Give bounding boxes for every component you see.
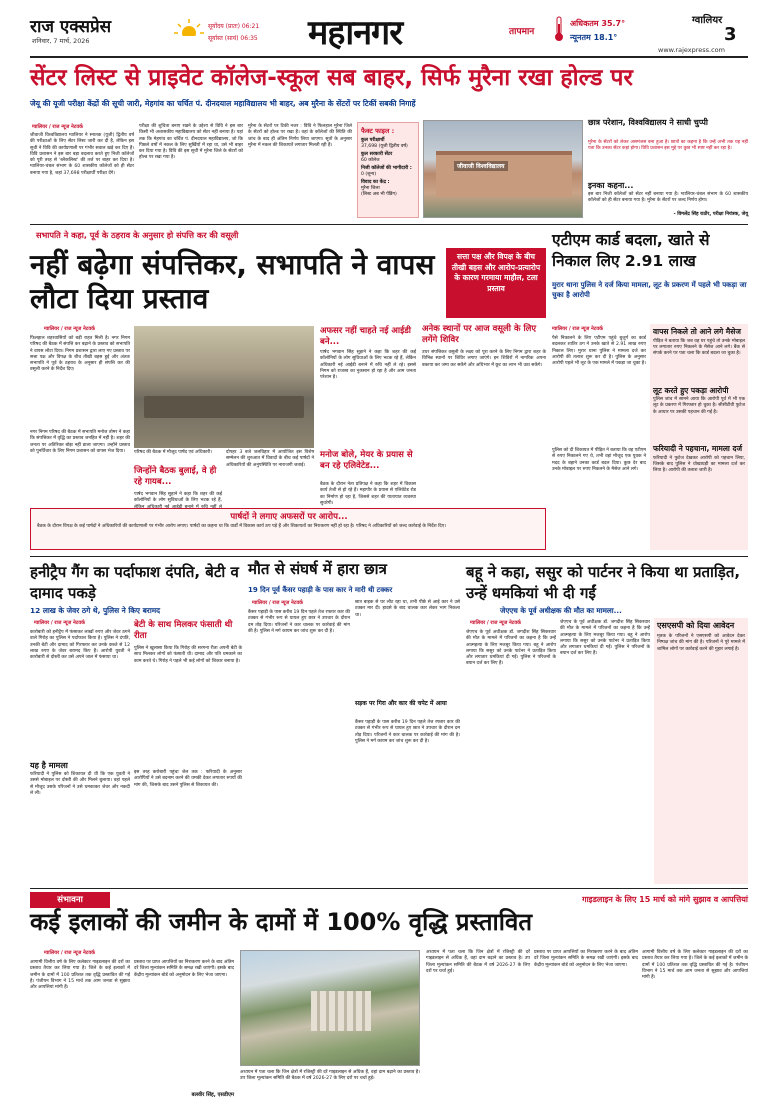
land-body-2: प्रस्ताव पर प्राप्त आपत्तियों का निराकरण करने के बाद अंतिम दरें जिला मूल्यांकन समिति के समक्ष रखी जाएंगी। इसके बाद केंद्रीय मूल्यांकन बोर्ड को अनुमोदन के लिए भेजा जाएगा। (134, 960, 234, 978)
section-title: महानगर (308, 13, 403, 53)
ssp-box-head: एसएसपी को दिया आवेदन (657, 621, 735, 630)
tax-sub-4-body: उधर संपत्तिकर वसूली के लक्ष्य को पूरा करने के लिए निगम द्वारा शहर के विभिन्न स्थानों पर शिविर लगाए जाएंगे। इन शिविरों में नागरिक अपना बकाया कर जमा कर सकेंगे और अधिभार में छूट का लाभ भी उठा सकेंगे। (422, 350, 546, 368)
land-author: बलवीर सिंह, एसडीएम (191, 1092, 234, 1098)
land-headline: कई इलाकों की जमीन के दामों में 100% वृद्धि प्रस्तावित (30, 908, 532, 936)
land-label: संभावना (57, 895, 83, 905)
website-link[interactable]: www.rajexpress.com (658, 46, 725, 54)
honeytrap-byline: ग्वालियर / राज न्यूज नेटवर्क (34, 620, 85, 626)
tax-headline: नहीं बढ़ेगा संपत्तिकर, सभापति ने वापस लौटा दिया प्रस्ताव (30, 248, 435, 315)
atm-box-1-body: पीड़ित ने बताया कि जब वह घर पहुंचे तो उनके मोबाइल पर लगातार रुपए निकलने के मैसेज आने लगे। बैंक से संपर्क करने पर पता चला कि कार्ड बदला जा चुका है। (653, 338, 745, 357)
student-death-sub: सड़क पर गिरा और कार की चपेट में आया (355, 700, 447, 707)
section-divider (30, 556, 748, 557)
lead-headline: सेंटर लिस्ट से प्राइवेट कॉलेज-स्कूल सब बाहर, सिर्फ मुरैना रखा होल्ड पर (30, 65, 633, 91)
tax-sub-3-body: बैठक के दौरान नेता प्रतिपक्ष ने कहा कि शहर में विकास कार्य तेजी से हो रहे हैं। महापौर के प्रयास से एलिवेटेड रोड का निर्माण हो रहा है, जिससे शहर की यातायात व्यवस्था सुधरेगी। (320, 482, 416, 506)
honeytrap-headline: हनीट्रैप गैंग का पर्दाफाश दंपति, बेटी व दामाद पकड़े (30, 563, 239, 602)
atm-box-3-head: फरियादी ने पहचाना, मामला दर्ज (653, 444, 743, 453)
atm-headline: एटीएम कार्ड बदला, खाते से निकाल लिए 2.91 लाख (552, 231, 710, 270)
max-temperature: अधिकतम 35.7° (570, 19, 626, 28)
atm-body-2: पुलिस को दी शिकायत में पीड़ित ने बताया कि वह एटीएम से रुपए निकालने गए थे, तभी वहां मौजूद एक युवक ने मदद के बहाने उनका कार्ड बदल दिया। कुछ देर बाद उनके मोबाइल पर रुपए निकलने के मैसेज आने लगे। (552, 448, 646, 472)
tax-sub-3: मनोज बोले, मेयर के प्रयास से बन रहे एलिवेटेड... (320, 450, 413, 471)
tax-sub-1: अफसर नहीं चाहते नई आईडी बने... (320, 326, 411, 347)
newspaper-name: राज एक्सप्रेस (30, 17, 112, 37)
tax-body-1: फिलहाल शहरवासियों को बड़ी राहत मिली है। नगर निगम परिषद की बैठक में संपत्ति कर बढ़ाने के प्रस्ताव को सभापति ने वापस लौटा दिया। निगम प्रशासन द्वारा लाए गए प्रस्ताव पर सत्ता पक्ष और विपक्ष के बीच तीखी बहस हुई और अंततः सभापति ने पूर्व के ठहराव के अनुसार ही संपत्ति कर की वसूली करने के निर्देश दिए। (30, 336, 130, 373)
section-divider (30, 888, 748, 889)
tax-deck: सत्ता पक्ष और विपक्ष के बीच तीखी बहस और आरोप-प्रत्यारोप के कारण गरमाया माहौल, टला प्रस्ताव (451, 252, 541, 293)
atm-side-box (650, 324, 748, 550)
issue-date: शनिवार, 7 मार्च, 2026 (32, 37, 90, 45)
land-body-4: अध्ययन में पता चला कि जिन क्षेत्रों में रजिस्ट्री की दरें गाइडलाइन से अधिक हैं, वहां दाम बढ़ाने का प्रस्ताव है। उप जिला मूल्यांकन समिति की बैठक में वर्ष 2026-27 के लिए दरों पर चर्चा हुई। (426, 950, 530, 974)
fact-label: कुल परीक्षार्थी (361, 138, 385, 143)
tax-sub-2: जिन्होंने बैठक बुलाई, वे ही रहे गायब... (134, 466, 217, 487)
land-body-6: आगामी वित्तीय वर्ष के लिए कलेक्टर गाइडलाइन की दरों का प्रस्ताव तैयार कर लिया गया है। जिले के कई इलाकों में जमीन के दामों में 100 प्रतिशत तक वृद्धि प्रस्तावित की गई है। पंजीयन विभाग ने 15 मार्च तक आम जनता से सुझाव और आपत्तियां मांगी हैं। (642, 950, 748, 981)
council-photo-caption: परिषद की बैठक में मौजूद पार्षद एवं अधिकारी। (134, 450, 213, 455)
sun-icon (174, 18, 204, 40)
land-label-tag (30, 892, 110, 908)
lead-subheadline: जेयू की यूजी परीक्षा केंद्रों की सूची जारी, मेहगांव का चर्चित पं. दीनदयाल महाविद्यालय भी बाहर, अब मुरैना के सेंटरों पर टिकीं सबकी निगाहें (30, 99, 416, 108)
honeytrap-col2-body: पुलिस ने खुलासा किया कि गिरोह की सरगना रीता अपनी बेटी के साथ मिलकर लोगों को फंसाती थी। दामाद और पति धमकाने का काम करते थे। गिरोह ने पहले भी कई लोगों को शिकार बनाया है। (134, 646, 242, 664)
daughter-in-law-byline: ग्वालियर / राज न्यूज नेटवर्क (470, 620, 521, 626)
atm-box-3-body: फरियादी ने फुटेज देखकर आरोपी को पहचान लिया, जिसके बाद पुलिस ने धोखाधड़ी का मामला दर्ज कर लिया है। आरोपी की तलाश जारी है। (653, 455, 745, 474)
masthead-divider (30, 56, 748, 58)
student-death-body-1: कैंसर पहाड़ी के पास करीब 19 दिन पहले तेज रफ्तार कार की टक्कर से गंभीर रूप से घायल हुए छात्र ने उपचार के दौरान दम तोड़ दिया। परिजनों ने कार चालक पर कार्रवाई की मांग की है। पुलिस ने मर्ग कायम कर जांच शुरू कर दी है। (248, 610, 350, 634)
quote-body: इस बार निजी कॉलेजों को सेंटर नहीं बनाया गया है। ग्वालियर-चंबल संभाग के 60 शासकीय कॉलेजों को ही सेंटर बनाया गया है। मुरैना के सेंटरों पर जल्द निर्णय होगा। (588, 192, 748, 204)
atm-byline: ग्वालियर / राज न्यूज नेटवर्क (552, 326, 603, 332)
student-death-body-3: कैंसर पहाड़ी के पास करीब 19 दिन पहले तेज रफ्तार कार की टक्कर से गंभीर रूप से घायल हुए छात्र ने उपचार के दौरान दम तोड़ दिया। परिजनों ने कार चालक पर कार्रवाई की मांग की है। पुलिस ने मर्ग कायम कर जांच शुरू कर दी है। (355, 720, 460, 744)
honeytrap-col2-body-2: इस तरह करोबारी पहुंचा जेल तक : फरियादी के अनुसार आरोपियों ने उसे बदनाम करने की धमकी देकर लगातार रुपयों की मांग की, जिसके बाद उसने पुलिस से शिकायत की। (134, 770, 242, 788)
tax-deck-box (446, 248, 546, 318)
fact-value: 0 (शून्य) (361, 172, 377, 177)
fact-value: (लिस्ट अब भी पेंडिंग) (361, 192, 397, 197)
fact-label: विवाद का केंद्र : (361, 180, 390, 185)
thermometer-icon (554, 16, 564, 42)
tax-body-2: नगर निगम परिषद की बैठक में सभापति मनोज तोमर ने कहा कि संपत्तिकर में वृद्धि का प्रस्ताव जनहित में नहीं है। शहर की जनता पर अतिरिक्त बोझ नहीं डाला जाएगा। उन्होंने प्रस्ताव को पुनर्विचार के लिए निगम प्रशासन को वापस भेज दिया। (30, 430, 130, 454)
lead-side-body: मुरैना के सेंटरों को लेकर असमंजस बना हुआ है। छात्रों का कहना है कि उन्हें अभी तक यह नहीं पता कि उनका सेंटर कहां होगा। विवि प्रशासन इस मुद्दे पर कुछ भी स्पष्ट नहीं कर रहा है। (588, 140, 748, 152)
atm-box-2-head: लूट करते हुए पकड़ा आरोपी (653, 385, 729, 395)
council-meeting-photo (134, 326, 314, 448)
section-divider (30, 224, 748, 225)
min-temperature: न्यूनतम 18.1° (570, 33, 618, 42)
student-death-headline: मौत से संघर्ष में हारा छात्र (248, 560, 387, 578)
lead-side-headline: छात्र परेशान, विश्वविद्यालय ने साधी चुप्पी (588, 118, 708, 127)
photo-caption: जीवाजी विश्वविद्यालय (454, 161, 508, 171)
city-aerial-photo (240, 950, 420, 1066)
university-photo (423, 120, 583, 218)
lead-body-col1: जीवाजी विश्वविद्यालय ग्वालियर ने स्नातक (यूजी) द्वितीय वर्ष की परीक्षाओं के लिए सेंटर लिस्ट जारी कर दी है, लेकिन इस सूची ने विवि की कार्यप्रणाली पर गंभीर सवाल खड़े कर दिए हैं। विवि प्रशासन ने इस बार बड़ा बदलाव करते हुए निजी कॉलेजों को पूरी तरह से 'ब्लैकलिस्ट' की तर्ज पर बाहर कर दिया है। ग्वालियर-चंबल संभाग के 60 शासकीय कॉलेजों को ही सेंटर बनाया गया है, जहां 37,698 परीक्षार्थी परीक्षा देंगे। (30, 133, 134, 176)
tax-strip-box (30, 508, 546, 550)
daughter-in-law-body-2: जेएएच के पूर्व अधीक्षक डॉ. जगदीश सिंह सिकरवार की मौत के मामले में परिजनों का कहना है कि उन्हें आत्महत्या के लिए मजबूर किया गया। बहू ने आरोप लगाया कि ससुर को उनके पार्टनर ने प्रताड़ित किया और लगातार धमकियां दी गईं। पुलिस ने परिजनों के बयान दर्ज कर लिए हैं। (560, 620, 650, 657)
ssp-box (654, 618, 748, 884)
building-shape (436, 151, 572, 197)
fact-value: 60 कॉलेज (361, 158, 380, 163)
buildings-shape (311, 991, 371, 1031)
daughter-in-law-headline: बहू ने कहा, ससुर को पार्टनर ने किया था प्रताड़ित, उन्हें धमकियां भी दी गईं (466, 563, 741, 602)
lead-byline: ग्वालियर / राज न्यूज नेटवर्क (32, 124, 83, 130)
fact-label: कुल सरकारी सेंटर (361, 152, 393, 157)
fact-label: निजी कॉलेजों की भागीदारी : (361, 166, 412, 171)
sunrise-time: सूर्योदय (प्रातः) 06:21 (208, 23, 260, 30)
student-death-subheadline: 19 दिन पूर्व कैंसर पहाड़ी के पास कार ने मारी थी टक्कर (248, 586, 393, 594)
atm-body-1: पैसे निकालने के लिए एटीएम पहुंचे बुजुर्ग का कार्ड बदलकर शातिर ठग ने उनके खाते से 2.91 लाख रुपए निकाल लिए। मुरार थाना पुलिस ने मामला दर्ज कर आरोपी की तलाश शुरू कर दी है। पुलिस के अनुसार आरोपी पहले भी लूट के एक मामले में पकड़ा जा चुका है। (552, 336, 646, 367)
tax-kicker: सभापति ने कहा, पूर्व के ठहराव के अनुसार हो संपत्ति कर की वसूली (36, 230, 239, 240)
daughter-in-law-body-1: जेएएच के पूर्व अधीक्षक डॉ. जगदीश सिंह सिकरवार की मौत के मामले में परिजनों का कहना है कि उन्हें आत्महत्या के लिए मजबूर किया गया। बहू ने आरोप लगाया कि ससुर को उनके पार्टनर ने प्रताड़ित किया और लगातार धमकियां दी गईं। पुलिस ने परिजनों के बयान दर्ज कर लिए हैं। (466, 630, 556, 667)
student-death-byline: ग्वालियर / राज न्यूज नेटवर्क (252, 600, 303, 606)
land-body-3: अध्ययन में पता चला कि जिन क्षेत्रों में रजिस्ट्री की दरें गाइडलाइन से अधिक हैं, वहां दाम बढ़ाने का प्रस्ताव है। उप जिला मूल्यांकन समिति की बैठक में वर्ष 2026-27 के लिए दरों पर चर्चा हुई। (240, 1070, 420, 1082)
fact-value: 37,698 (यूजी द्वितीय वर्ष) (361, 144, 408, 149)
meeting-table-shape (144, 396, 304, 418)
honeytrap-body: कारोबारी को हनीट्रैप में फंसाकर लाखों रुपए और जेवर ठगने वाले गिरोह का पुलिस ने पर्दाफाश किया है। पुलिस ने दंपति, उनकी बेटी और दामाद को गिरफ्तार कर उनके कब्जे से 12 लाख रुपए के जेवर बरामद किए हैं। आरोपी युवती ने कारोबारी से दोस्ती कर उसे अपने जाल में फंसाया था। (30, 630, 130, 661)
honeytrap-sub-1: यह है मामला (30, 761, 68, 770)
student-death-body-2: छात्र बाइक से घर लौट रहा था, तभी पीछे से आई कार ने उसे टक्कर मार दी। हादसे के बाद चालक कार लेकर भाग निकला था। (355, 600, 460, 618)
tax-sub-2-body: दोपहर 3 बजे जलविहार में आयोजित इस विशेष सम्मेलन की शुरुआत में विवादों के बीच कई पार्षदों ने अधिकारियों की अनुपस्थिति पर नाराजगी जताई। (226, 450, 314, 468)
honeytrap-body-2: फरियादी ने पुलिस को शिकायत दी थी कि एक युवती ने उससे मोबाइल पर दोस्ती की और मिलने बुलाया। वहां पहले से मौजूद उसके परिजनों ने उसे धमकाकर जेवर और नकदी ले ली। (30, 772, 130, 796)
ssp-box-body: मृतक के परिजनों ने एसएसपी को आवेदन देकर निष्पक्ष जांच की मांग की है। परिजनों ने पूरे मामले में शामिल लोगों पर कार्रवाई करने की गुहार लगाई है। (657, 634, 745, 652)
fact-value: मुरैना जिला (361, 186, 380, 191)
fact-file-title: फैक्ट फाइल : (361, 127, 395, 135)
city-name: ग्वालियर (692, 15, 723, 26)
atm-box-1-head: वापस निकले तो आने लगे मैसेज (653, 327, 741, 336)
atm-box-2-body: पुलिस जांच में सामने आया कि आरोपी पूर्व में भी एक लूट के प्रकरण में गिरफ्तार हो चुका है। सीसीटीवी फुटेज के आधार पर उसकी पहचान की गई है। (653, 397, 745, 415)
land-body-1: आगामी वित्तीय वर्ष के लिए कलेक्टर गाइडलाइन की दरों का प्रस्ताव तैयार कर लिया गया है। जिले के कई इलाकों में जमीन के दामों में 100 प्रतिशत तक वृद्धि प्रस्तावित की गई है। पंजीयन विभाग ने 15 मार्च तक आम जनता से सुझाव और आपत्तियां मांगी हैं। (30, 960, 130, 991)
page-number: 3 (724, 24, 737, 45)
tax-sub-4: अनेक स्थानों पर आज वसूली के लिए लगेंगे शिविर (422, 324, 537, 345)
tax-sub-1-body: पार्षद भगवान सिंह सुहाने ने कहा कि शहर की कई कॉलोनियों के लोग सुविधाओं के लिए भटक रहे हैं, लेकिन अधिकारी नई आईडी बनाने में रुचि नहीं ले रहे। इससे निगम को राजस्व का नुकसान हो रहा है और आम जनता परेशान है। (320, 350, 416, 381)
honeytrap-subheadline: 12 लाख के जेवर ठगे थे, पुलिस ने किए बरामद (30, 606, 161, 615)
quote-author: - विमलेंद्र सिंह राठौर, परीक्षा नियंत्रक, जेयू (673, 212, 748, 217)
atm-subheadline: मुरार थाना पुलिस ने दर्ज किया मामला, लूट के प्रकरण में पहले भी पकड़ा जा चुका है आरोपी (552, 281, 747, 299)
masthead (30, 12, 748, 56)
temperature-label: तापमान (509, 27, 535, 37)
tax-strip-head: पार्षदों ने लगाए अफसरों पर आरोप... (230, 512, 348, 522)
daughter-in-law-kicker: जेएएच के पूर्व अधीक्षक की मौत का मामला... (500, 606, 622, 615)
fact-file-box (357, 122, 419, 218)
quote-heading: इनका कहना... (588, 181, 634, 190)
sunset-time: सूर्यास्त (सायं) 06:35 (208, 35, 258, 42)
tax-byline: ग्वालियर / राज न्यूज नेटवर्क (44, 326, 95, 332)
land-kicker: गाइडलाइन के लिए 15 मार्च को मांगे सुझाव व आपत्तियां (582, 895, 748, 904)
land-byline: ग्वालियर / राज न्यूज नेटवर्क (44, 950, 95, 956)
land-body-5: प्रस्ताव पर प्राप्त आपत्तियों का निराकरण करने के बाद अंतिम दरें जिला मूल्यांकन समिति के समक्ष रखी जाएंगी। इसके बाद केंद्रीय मूल्यांकन बोर्ड को अनुमोदन के लिए भेजा जाएगा। (534, 950, 638, 968)
tax-strip-body: बैठक के दौरान विपक्ष के कई पार्षदों ने अधिकारियों की कार्यप्रणाली पर गंभीर आरोप लगाए। पार्षदों का कहना था कि वार्डों में विकास कार्य ठप पड़े हैं और शिकायतों का निराकरण नहीं हो रहा है। परिषद ने अधिकारियों को जल्द कार्रवाई के निर्देश दिए। (37, 524, 447, 529)
lead-body-col2: परीक्षा की शुचिता बनाए रखने के उद्देश्य से विवि ने इस बार किसी भी अशासकीय महाविद्यालय को सेंटर नहीं बनाया है। यहां तक कि मेहगांव का चर्चित पं. दीनदयाल महाविद्यालय, जो कि पिछले वर्षों में नकल के लिए सुर्खियों में रहा था, उसे भी बाहर कर दिया गया है। विवि की इस सूची में मुरैना जिले के सेंटरों को होल्ड पर रखा गया है। (139, 124, 243, 161)
honeytrap-sub-2: बेटी के साथ मिलकर फंसाती थी रीता (134, 620, 233, 641)
lead-body-col3: मुरैना के सेंटरों पर टिकी नजर : विवि ने फिलहाल मुरैना जिले के सेंटरों को होल्ड पर रखा है। वहां के कॉलेजों की स्थिति की जांच के बाद ही अंतिम निर्णय लिया जाएगा। सूत्रों के अनुसार मुरैना में नकल की शिकायतें लगातार मिलती रही हैं। (248, 124, 352, 148)
tax-col-extra: पार्षद भगवान सिंह सुहाने ने कहा कि शहर की कई कॉलोनियों के लोग सुविधाओं के लिए भटक रहे हैं, (134, 492, 222, 504)
